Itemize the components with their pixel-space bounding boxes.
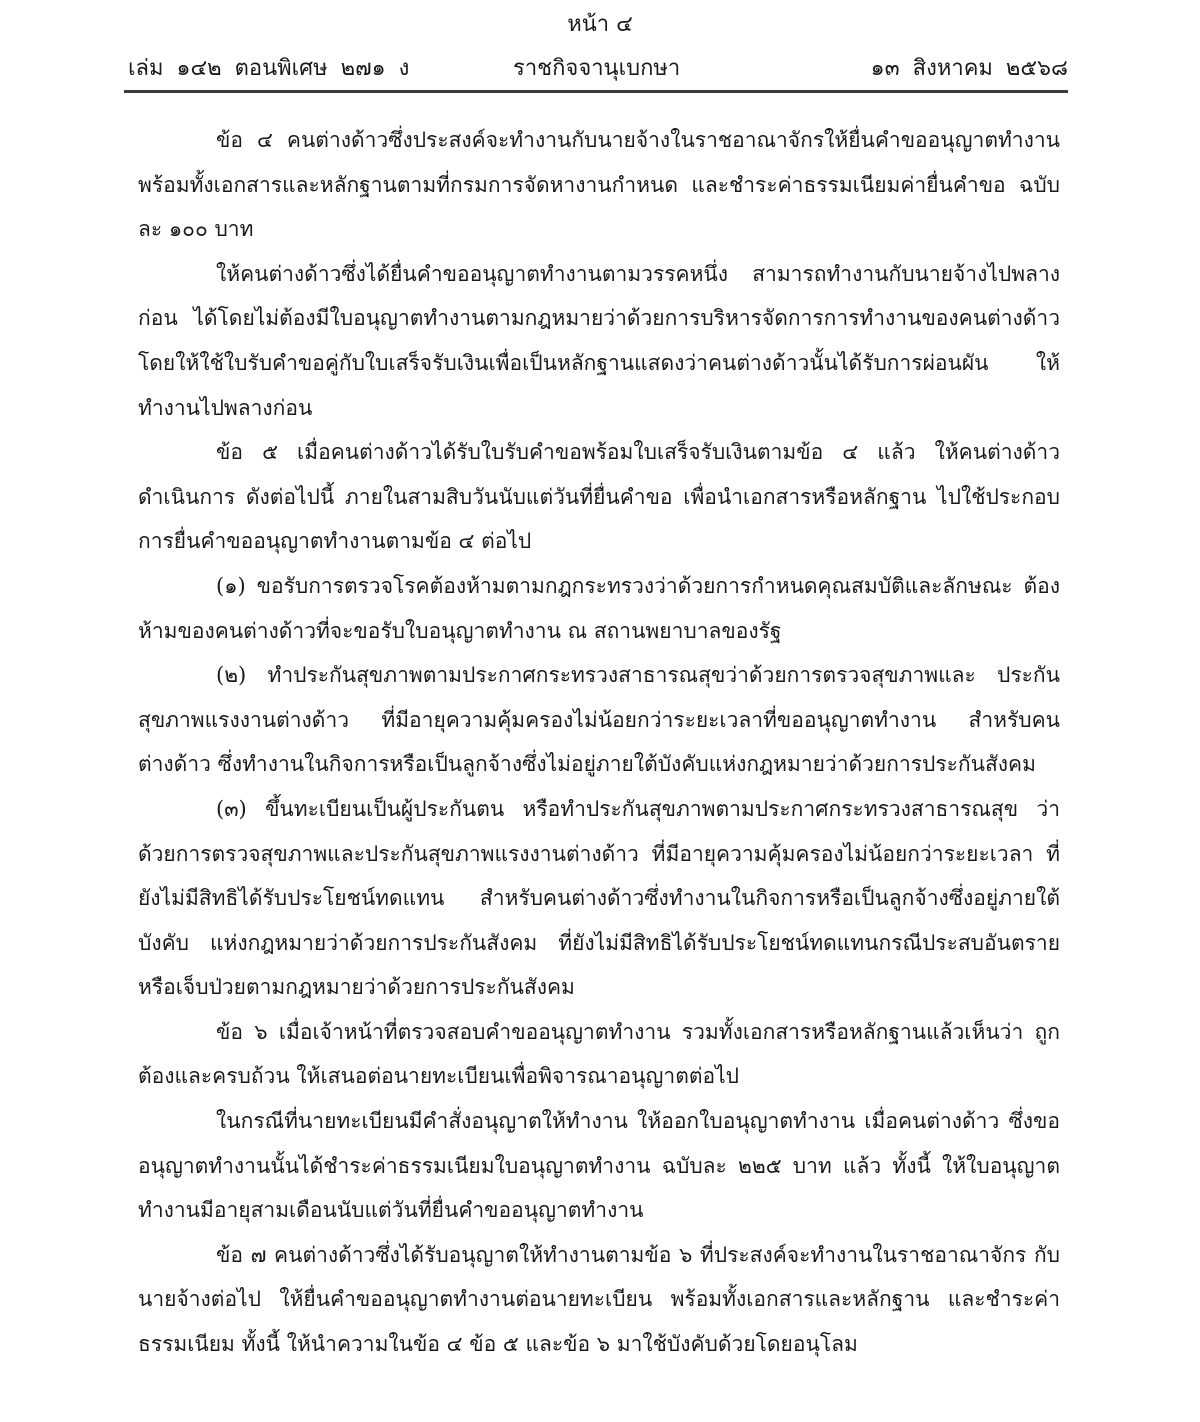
clause-6-paragraph-2: ในกรณีที่นายทะเบียนมีคำสั่งอนุญาตให้ทำงาน ให้ออกใบอนุญาตทำงาน เมื่อคนต่างด้าว ซึ่งขออนุญาตทำงานนั้นได้ชำระค่าธรรมเนียมใบอนุญาตทำงาน ฉบับละ ๒๒๕ บาท แล้ว ทั้งนี้ ให้ใบอนุญาตทำงานมีอายุสามเดือนนับแต่วันที่ยื่นคำขออนุญาตทำงาน <box>138 1109 1060 1223</box>
clause-5-item-3: (๓) ขึ้นทะเบียนเป็นผู้ประกันตน หรือทำประกันสุขภาพตามประกาศกระทรวงสาธารณสุข ว่าด้วยการตรวจสุขภาพและประกันสุขภาพแรงงานต่างด้าว ที่มีอายุความคุ้มครองไม่น้อยกว่าระยะเวลา ที่ยังไม่มีสิทธิได้รับประโยชน์ทดแทน สำหรับคนต่างด้าวซึ่งทำงานในกิจการหรือเป็นลูกจ้างซึ่งอยู่ภายใต้บังคับ แห่งกฎหมายว่าด้วยการประกันสังคม ที่ยังไม่มีสิทธิได้รับประโยชน์ทดแทนกรณีประสบอันตราย หรือเจ็บป่วยตามกฎหมายว่าด้วยการประกันสังคม <box>138 796 1060 1000</box>
clause-5-item-2: (๒) ทำประกันสุขภาพตามประกาศกระทรวงสาธารณสุขว่าด้วยการตรวจสุขภาพและ ประกันสุขภาพแรงงานต่างด้าว ที่มีอายุความคุ้มครองไม่น้อยกว่าระยะเวลาที่ขออนุญาตทำงาน สำหรับคนต่างด้าว ซึ่งทำงานในกิจการหรือเป็นลูกจ้างซึ่งไม่อยู่ภายใต้บังคับแห่งกฎหมายว่าด้วยการประกันสังคม <box>138 663 1060 777</box>
volume-issue: เล่ม ๑๔๒ ตอนพิเศษ ๒๗๑ ง <box>128 56 410 81</box>
clause-7: ข้อ ๗ คนต่างด้าวซึ่งได้รับอนุญาตให้ทำงานตามข้อ ๖ ที่ประสงค์จะทำงานในราชอาณาจักร กับนายจ้างต่อไป ให้ยื่นคำขออนุญาตทำงานต่อนายทะเบียน พร้อมทั้งเอกสารและหลักฐาน และชำระค่าธรรมเนียม ทั้งนี้ ให้นำความในข้อ ๔ ข้อ ๕ และข้อ ๖ มาใช้บังคับด้วยโดยอนุโลม <box>138 1242 1060 1357</box>
clause-4: ข้อ ๔ คนต่างด้าวซึ่งประสงค์จะทำงานกับนายจ้างในราชอาณาจักรให้ยื่นคำขออนุญาตทำงาน พร้อมทั้งเอกสารและหลักฐานตามที่กรมการจัดหางานกำหนด และชำระค่าธรรมเนียมค่ายื่นคำขอ ฉบับละ ๑๐๐ บาท <box>138 128 1060 242</box>
running-header <box>128 52 1068 86</box>
header-divider <box>124 90 1068 93</box>
page-number: หน้า ๔ <box>567 12 633 37</box>
publication-date: ๑๓ สิงหาคม ๒๕๖๘ <box>870 56 1068 81</box>
clause-4-paragraph-2: ให้คนต่างด้าวซึ่งได้ยื่นคำขออนุญาตทำงานตามวรรคหนึ่ง สามารถทำงานกับนายจ้างไปพลางก่อน ได้โดยไม่ต้องมีใบอนุญาตทำงานตามกฎหมายว่าด้วยการบริหารจัดการการทำงานของคนต่างด้าว โดยให้ใช้ใบรับคำขอคู่กับใบเสร็จรับเงินเพื่อเป็นหลักฐานแสดงว่าคนต่างด้าวนั้นได้รับการผ่อนผัน ให้ทำงานไปพลางก่อน <box>138 261 1060 420</box>
document-body <box>138 118 1060 1367</box>
clause-6: ข้อ ๖ เมื่อเจ้าหน้าที่ตรวจสอบคำขออนุญาตทำงาน รวมทั้งเอกสารหรือหลักฐานแล้วเห็นว่า ถูกต้องและครบถ้วน ให้เสนอต่อนายทะเบียนเพื่อพิจารณาอนุญาตต่อไป <box>138 1019 1060 1089</box>
clause-5: ข้อ ๕ เมื่อคนต่างด้าวได้รับใบรับคำขอพร้อมใบเสร็จรับเงินตามข้อ ๔ แล้ว ให้คนต่างด้าว ดำเนินการ ดังต่อไปนี้ ภายในสามสิบวันนับแต่วันที่ยื่นคำขอ เพื่อนำเอกสารหรือหลักฐาน ไปใช้ประกอบการยื่นคำขออนุญาตทำงานตามข้อ ๔ ต่อไป <box>138 440 1060 554</box>
clause-5-item-1: (๑) ขอรับการตรวจโรคต้องห้ามตามกฎกระทรวงว่าด้วยการกำหนดคุณสมบัติและลักษณะ ต้องห้ามของคนต่างด้าวที่จะขอรับใบอนุญาตทำงาน ณ สถานพยาบาลของรัฐ <box>138 573 1060 643</box>
publication-name: ราชกิจจานุเบกษา <box>513 56 681 81</box>
